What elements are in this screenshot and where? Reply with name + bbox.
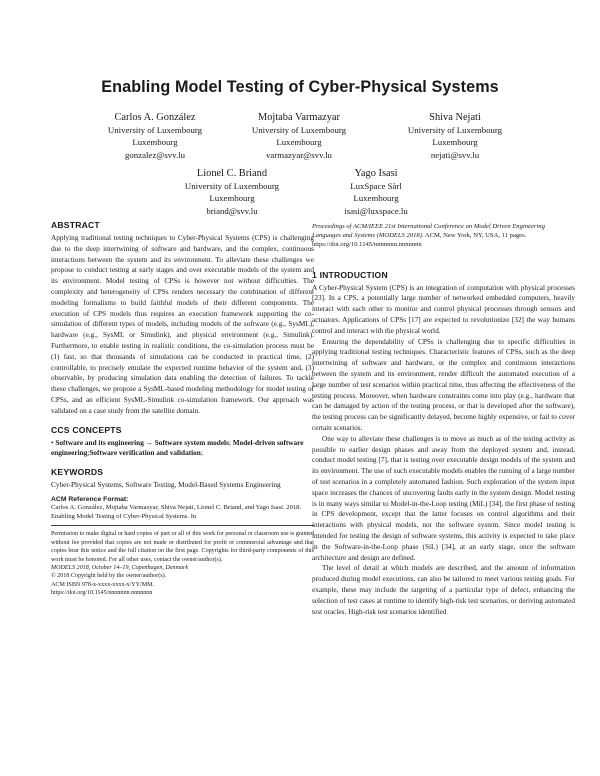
intro-paragraph: One way to alleviate these challenges is to move as much as of the testing activity as possible to earlier design phases and away from the deployed system and, instead, conduct model testing [7], that is testing over executable design models of the system and its environment. The use of such executable models enables the running of a large number of test scenarios in a completely automated fashion. Such exploration of the system input space increases the chances of uncovering faults early in the system design. Model testing is in many ways similar to Model-in-the-Loop testing (MiL) [34], the first phase of testing in CPS development, except that the latter focuses on control algorithms and their interactions with physical models, not the software system. Since model testing is intended for testing the design of software systems, this activity is expected to take place in the Software-in-the-Loop phase (SiL) [34], at an early stage, once the software architecture and design are defined.: [312, 434, 575, 562]
ccs-separator: ;: [200, 449, 203, 458]
author-name: Shiva Nejati: [429, 112, 481, 123]
author-location: Luxembourg: [132, 137, 178, 148]
keywords-heading: KEYWORDS: [51, 467, 104, 478]
acm-reference-continued: [312, 222, 575, 250]
acm-reference-heading: ACM Reference Format:: [51, 495, 129, 503]
author-affiliation: University of Luxembourg: [251, 125, 347, 135]
author-email: gonzalez@svv.lu: [124, 149, 186, 160]
author-email: varmazyar@svv.lu: [266, 149, 332, 160]
author-block: [301, 167, 451, 217]
right-column: [312, 222, 575, 617]
author-affiliation: University of Luxembourg: [407, 125, 503, 135]
author-name: Mojtaba Varmazyar: [257, 112, 341, 123]
author-email: isasi@luxspace.lu: [344, 205, 408, 216]
intro-paragraph: Ensuring the dependability of CPSs is challenging due to specific difficulties in applying traditional testing techniques. Characteristic features of CPSs, such as the deep intertwining of software and hardware, or the complex and continuous interactions between the system and its environment, render difficult the automated execution of a large number of test scenarios within practical time, thus affecting the effectiveness of the testing process. Moreover, when hardware constraints come into play (e.g., hardware that can be damaged by action of the testing process, or that is developed after the software), the testing process can be significantly delayed, become highly expensive, or fail to cover certain scenarios.: [312, 337, 575, 432]
introduction-heading: 1 INTRODUCTION: [312, 269, 388, 280]
author-affiliation: University of Luxembourg: [107, 125, 203, 135]
ccs-concepts: [51, 438, 314, 460]
acm-reference-text: Carlos A. González, Mojtaba Varmazyar, Shiva Nejati, Lionel C. Briand, and Yago Isasi. 2018. Enabling Model Testing of Cyber-Physical Systems. In: [51, 503, 302, 521]
copyright-line: © 2018 Copyright held by the owner/author(s).: [51, 573, 167, 580]
ccs-item: Software verification and validation: [89, 449, 201, 458]
author-name: Yago Isasi: [354, 168, 398, 179]
author-email: nejati@svv.lu: [430, 149, 480, 160]
author-affiliation: University of Luxembourg: [184, 181, 280, 191]
author-location: Luxembourg: [276, 137, 322, 148]
author-block: [380, 111, 530, 161]
ccs-bullet: •: [51, 438, 54, 447]
author-location: Luxembourg: [432, 137, 478, 148]
keywords-text: Cyber-Physical Systems, Software Testing, Model-Based Systems Engineering: [51, 481, 281, 490]
author-affiliation: LuxSpace Sàrl: [350, 181, 402, 191]
author-location: Luxembourg: [209, 193, 255, 204]
ccs-item: Model-driven software engineering: [51, 438, 304, 458]
ccs-separator: ;: [87, 449, 90, 458]
permission-text: Permission to make digital or hard copies of part or all of this work for personal or classroom use is granted without fee provided that copies are not made or distributed for profit or commercial advantage and that copies bear this notice and the full citation on the first page. Copyrights for third-party components of this work must be honored. For all other uses, contact the owner/author(s).: [51, 531, 314, 563]
left-column: [51, 220, 314, 598]
author-block: [157, 167, 307, 217]
acm-reference-venue: Proceedings of ACM/IEEE 21st International Conference on Model Driven Engineering Languages and Systems (MODELS 2018).: [312, 223, 545, 240]
paper-title: Enabling Model Testing of Cyber-Physical Systems: [101, 78, 499, 96]
footnote-divider: [51, 525, 314, 526]
conference-line: MODELS 2018, October 14–19, Copenhagen, Denmark: [51, 564, 189, 571]
abstract-text: Applying traditional testing techniques to Cyber-Physical Systems (CPS) is challenging due to the deep intertwining of software and hardware, and the complex, continuous interactions between the system and its environment. To alleviate these challenges we propose to conduct testing at early stages and over executable models of the system and its environment. Model testing of CPSs is however not without difficulties. The complexity and heterogeneity of CPSs renders necessary the combination of different modeling formalisms to build faithful models of their different components. The execution of CPS models thus requires an execution framework supporting the co-simulation of different types of models, including models of the software (e.g., SysML), hardware (e.g., SysML or Simulink), and physical environment (e.g., Simulink). Furthermore, to enable testing in realistic conditions, the co-simulation process must be (1) fast, so that thousands of simulations can be conducted in practical time, (2) controllable, to precisely emulate the expected runtime behavior of the system and, (3) observable, by producing simulation data enabling the detection of failures. To tackle these challenges, we propose a SysML-based modeling methodology for model testing of CPSs, and an efficient SysML-Simulink co-simulation framework. Our approach was validated on a case study from the satellite domain.: [51, 234, 314, 415]
author-name: Lionel C. Briand: [196, 168, 268, 179]
author-email: briand@svv.lu: [206, 205, 258, 216]
author-block: [224, 111, 374, 161]
ccs-item: Software and its engineering: [55, 438, 144, 447]
doi-line: https://doi.org/10.1145/nnnnnnn.nnnnnnn: [51, 590, 153, 597]
author-location: Luxembourg: [353, 193, 399, 204]
isbn-line: ACM ISBN 978-x-xxxx-xxxx-x/YY/MM.: [51, 581, 155, 588]
abstract-heading: ABSTRACT: [51, 220, 100, 230]
acm-reference-tail: ACM, New York, NY, USA, 11 pages. https://doi.org/10.1145/nnnnnnn.nnnnnnn: [312, 232, 527, 249]
intro-paragraph: A Cyber-Physical System (CPS) is an integration of computation with physical processes [23]. In a CPS, a potentially large number of networked embedded computers, heavily interact with each other to monitor and control physical processes through sensors and actuators. Applications of CPSs [17] are expected to revolutionize [32] the way humans control and interact with the physical world.: [312, 283, 575, 335]
ccs-separator: ;: [228, 438, 231, 447]
author-name: Carlos A. González: [114, 112, 196, 123]
author-block: [80, 111, 230, 161]
ccs-item: Software system models: [154, 438, 229, 447]
intro-paragraph: The level of detail at which models are described, and the amount of information produced during model executions, can also be tailored to meet various testing goals. For example, these may include the targeting of a particular type of defect, enhancing the selection of test cases at runtime to identify high-risk test scenarios, or deriving automated test oracles. High-risk test scenarios identified: [312, 564, 575, 616]
ccs-arrow: →: [145, 438, 153, 447]
ccs-heading: CCS CONCEPTS: [51, 424, 122, 435]
